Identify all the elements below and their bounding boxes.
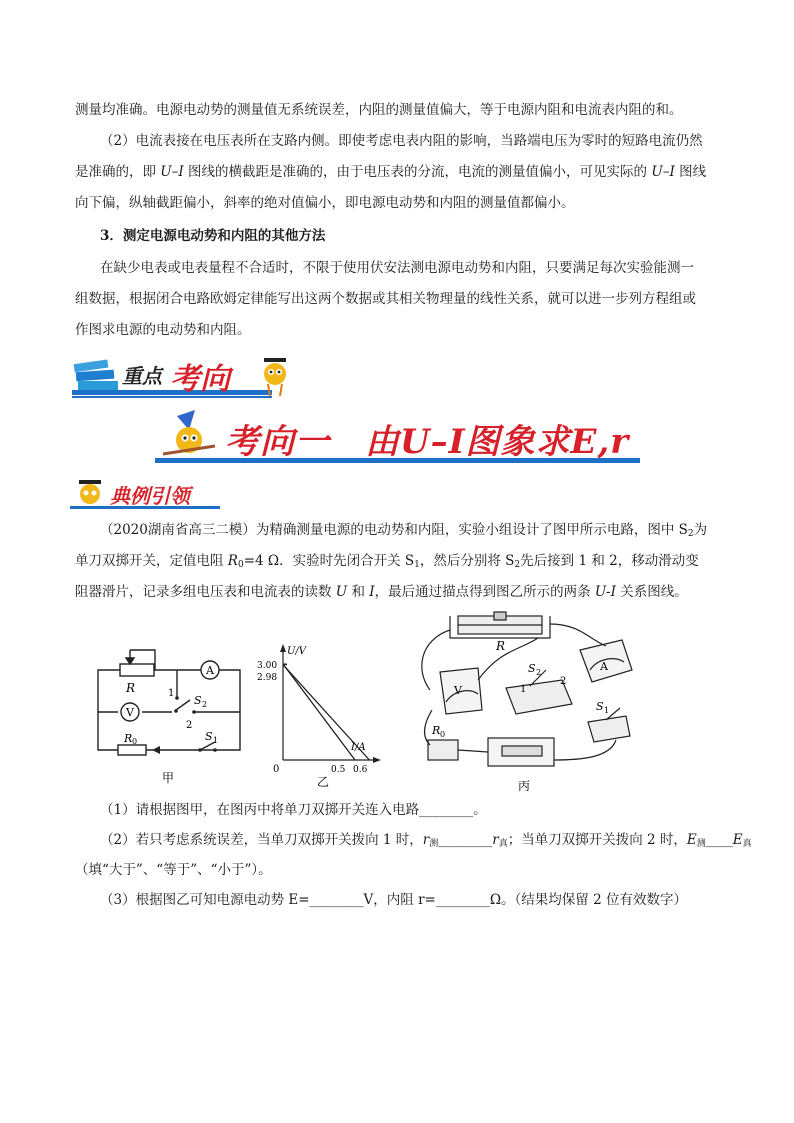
bing-label-S2: S (528, 662, 536, 675)
circuit-diagram-jia (90, 640, 250, 790)
key-topic-banner (70, 352, 300, 404)
example-banner (70, 476, 230, 512)
caption-yi: 乙 (317, 775, 330, 789)
section-heading-3: 3．测定电源电动势和内阻的其他方法 (100, 228, 326, 244)
y-axis-label: U/V (287, 646, 307, 657)
bing-label-R0-sub: 0 (440, 730, 446, 739)
y-axis-arrow (280, 644, 286, 652)
label-R0: R (124, 732, 133, 745)
key-topic-label-a: 重点 (122, 364, 162, 388)
question-3: （3）根据图乙可知电源电动势 E=________V，内阻 r=________Ω。（结果均保留 2 位有效数字） (100, 892, 687, 908)
y-tick-298: 2.98 (257, 673, 278, 683)
bing-label-S1-sub: 1 (604, 706, 610, 715)
label-pos2: 2 (186, 720, 193, 731)
bing-label-S1: S (596, 700, 604, 713)
bing-label-R0: R (432, 724, 441, 737)
intro-p2-c: 向下偏，纵轴截距偏小，斜率的绝对值偏小，即电源电动势和内阻的测量值都偏小。 (75, 195, 575, 211)
label-R0-sub: 0 (132, 737, 138, 746)
caption-jia: 甲 (162, 771, 175, 785)
label-S1: S (205, 730, 213, 743)
x-axis-arrow (373, 757, 381, 763)
ui-chart-yi (255, 640, 385, 790)
caption-bing: 丙 (518, 779, 531, 793)
x-tick-05: 0.5 (331, 765, 346, 775)
label-pos1: 1 (168, 688, 175, 699)
topic-one-title: 考向一 由U–I图象求E,r (225, 422, 630, 462)
bing-label-pos2: 2 (560, 676, 567, 687)
example-label: 典例引领 (110, 484, 190, 508)
key-topic-label-b: 考向 (170, 362, 230, 397)
apparatus-diagram-bing (410, 610, 640, 795)
label-R: R (126, 681, 136, 695)
label-S1-sub: 1 (213, 736, 219, 745)
intro-p3-a: 在缺少电表或电表量程不合适时，不限于使用伏安法测电源电动势和内阻，只要满足每次实验能测一 (100, 260, 694, 276)
label-V: V (126, 706, 134, 719)
bing-label-R: R (496, 639, 506, 653)
x-axis-label: I/A (351, 742, 366, 753)
question-1: （1）请根据图甲，在图丙中将单刀双掷开关连入电路________。 (100, 802, 487, 818)
bing-label-V: V (454, 684, 462, 697)
bing-label-pos1: 1 (520, 684, 527, 695)
problem-line-1: （2020湖南省高三二模）为精确测量电源的电动势和内阻，实验小组设计了图甲所示电路，图中 $S_2$为 (100, 522, 708, 539)
bing-label-A: A (600, 660, 608, 673)
question-2: （2）若只考虑系统误差，当单刀双掷开关拨向 1 时，$r_测\_\_\_\_\_\_\_\_r_真$；当单刀双掷开关拨向 2 时，$E_测\_\_\_\_E_真$ (100, 832, 752, 849)
label-S2: S (194, 694, 202, 707)
y-tick-300: 3.00 (257, 661, 278, 671)
bing-label-S2-sub: 2 (536, 668, 542, 677)
intro-line-1: 测量均准确。电源电动势的测量值无系统误差，内阻的测量值偏大，等于电源内阻和电流表内阻的和。 (75, 102, 683, 118)
problem-line-2: 单刀双掷开关，定值电阻 $R_0=4$ Ω．实验时先闭合开关 $S_1$，然后分别将 $S_2$先后接到 1 和 2，移动滑动变 (75, 553, 699, 570)
label-S2-sub: 2 (202, 700, 208, 709)
topic-one-banner (155, 408, 640, 468)
x-tick-06: 0.6 (353, 765, 368, 775)
intro-p3-b: 组数据，根据闭合电路欧姆定律能写出这两个数据或其相关物理量的线性关系，就可以进一步列方程组或 (75, 291, 696, 307)
intro-p3-c: 作图求电源的电动势和内阻。 (75, 322, 251, 338)
intro-p2-a: （2）电流表接在电压表所在支路内侧。即使考虑电表内阻的影响，当路端电压为零时的短路电流仍然 (100, 133, 703, 149)
problem-line-3: 阻器滑片，记录多组电压表和电流表的读数 U 和 I，最后通过描点得到图乙所示的两条 U-I 关系图线。 (75, 584, 688, 600)
label-A: A (206, 664, 214, 677)
intro-p2-b: 是准确的，即 U–I 图线的横截距是准确的，由于电压表的分流，电流的测量值偏小，可见实际的 U–I 图线 (75, 164, 707, 180)
origin-label: 0 (273, 764, 280, 775)
ui-line-1 (283, 664, 355, 760)
question-2-cont: （填“大于”、“等于”、“小于”）。 (75, 862, 272, 878)
